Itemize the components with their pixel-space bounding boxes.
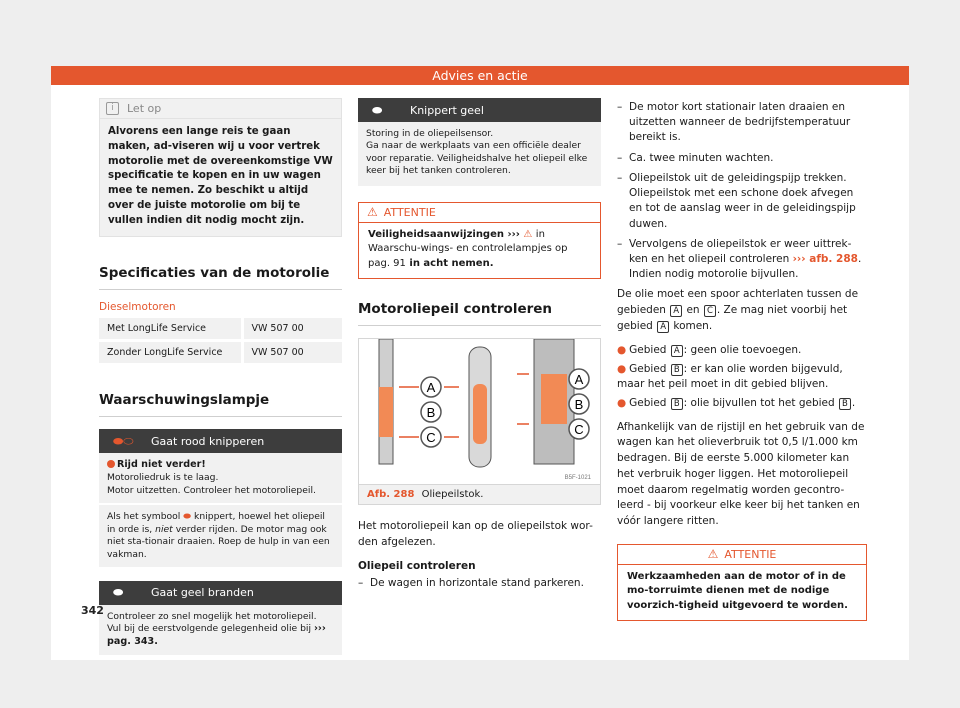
attention-part: in Waarschu-wings- en controlelampjes op pag. 91: [368, 228, 568, 269]
red-lamp-extra: [99, 505, 342, 569]
area-label-a: A: [670, 305, 682, 317]
trace-part: . Ze mag niet voorbij het gebied: [617, 304, 848, 332]
attention-part: Veiligheidsaanwijzingen: [368, 228, 504, 240]
bullet-text: : er kan olie worden bijgevuld, maar het peil moet in dit gebied blijven.: [617, 362, 843, 391]
figure-label-a: A: [426, 380, 436, 396]
yellow-lamp-text: [99, 605, 342, 657]
figure-label-a: A: [574, 372, 584, 388]
step-item: – Oliepeilstok uit de geleidingspijp trekken. Oliepeilstok met een schone doek afvegen en tot de aanslag weer in de geleidingspijp duwen.: [617, 171, 867, 232]
column-3: [617, 100, 867, 621]
check-title: Motoroliepeil controleren: [358, 301, 601, 326]
manual-page: [51, 66, 909, 660]
list-item: ● Gebied B : er kan olie worden bijgevuld, maar het peil moet in dit gebied blijven.: [617, 362, 843, 391]
figure-caption: [359, 484, 600, 504]
spec-value: VW 507 00: [242, 318, 342, 341]
yellow-lamp-line: Controleer zo snel mogelijk het motoroliepeil.: [107, 610, 317, 622]
column-1: [99, 98, 342, 657]
trace-part: en: [686, 304, 700, 317]
area-label-a: A: [671, 345, 683, 357]
trace-text: [617, 287, 867, 334]
attention-part[interactable]: ›››: [507, 228, 520, 240]
attention-text: Werkzaamheden aan de motor of in de mo-torruimte dienen met de nodige voorzich-tigheid uitgevoerd te worden.: [627, 570, 848, 611]
area-label-b: B: [671, 398, 683, 410]
list-item: ● Gebied A : geen olie toevoegen.: [617, 343, 802, 356]
warning-lamp-title: Waarschuwingslampje: [99, 392, 342, 417]
step-text: Ca. twee minuten wachten.: [629, 151, 774, 164]
oil-level-icon: ⬬: [372, 102, 383, 117]
area-label-c: C: [704, 305, 716, 317]
attention-part: in acht nemen.: [409, 257, 494, 269]
bullet-text: : olie bijvullen tot het gebied: [683, 397, 835, 410]
figure-label-b: B: [574, 397, 584, 413]
step-text: [629, 237, 867, 283]
extra-text: Als het symbool: [107, 511, 181, 523]
step-item: – De wagen in horizontale stand parkeren.: [358, 576, 601, 591]
trace-part: komen.: [673, 319, 713, 332]
extra-text: niet: [155, 523, 173, 535]
extra-text: verder rijden. De motor mag ook niet sta-tionair draaien. Roep de hulp in van een vakman.: [107, 523, 330, 560]
blink-line: Ga naar de werkplaats van een officiële dealer voor reparatie. Veiligheidshalve het oliepeil elke keer bij het tanken controleren.: [366, 140, 588, 177]
step-item: – Ca. twee minuten wachten.: [617, 151, 867, 166]
step-text: De motor kort stationair laten draaien en uitzetten wanneer de bedrijfstemperatuur bereikt is.: [629, 101, 851, 144]
page-ref-link[interactable]: ››› pag. 343.: [107, 623, 326, 648]
figure-caption-text: Oliepeilstok.: [421, 489, 484, 501]
attention-label: ATTENTIE: [383, 205, 436, 219]
attention-box: [358, 202, 601, 280]
red-lamp-line: Motoroliedruk is te laag.: [107, 472, 219, 484]
info-icon: i: [106, 102, 119, 115]
red-lamp-bar: [99, 429, 342, 453]
note-box: [99, 98, 342, 237]
warning-triangle-icon: ⚠: [367, 205, 378, 220]
red-lamp-line: Motor uitzetten. Controleer het motoroliepeil.: [107, 484, 316, 496]
blink-line: Storing in de oliepeilsensor.: [366, 128, 494, 139]
step-text: Oliepeilstok uit de geleidingspijp trekken. Oliepeilstok met een schone doek afvegen en tot de aanslag weer in de geleidingspijp duwen.: [629, 171, 856, 230]
step-part: . Indien nodig motorolie bijvullen.: [629, 252, 862, 281]
bullet-word: Gebied: [629, 362, 667, 375]
area-label-b: B: [839, 398, 851, 410]
bullet-word: Gebied: [629, 397, 667, 410]
consumption-text: Afhankelijk van de rijstijl en het gebruik van de wagen kan het olieverbruik tot 0,5 l/1.000 km bedragen. Bij de eerste 5.000 kilometer kan het verbruik hoger liggen. Het motoroliepeil moet daarom regelmatig worden gecontro-leerd - bij voorkeur elke keer bij het tanken en vóór langere ritten.: [617, 420, 865, 528]
dipstick-illustration: [359, 339, 600, 484]
bullet-text: : geen olie toevoegen.: [683, 343, 802, 356]
page-header: Advies en actie: [51, 66, 909, 85]
note-text: Alvorens een lange reis te gaan maken, ad-viseren wij u voor vertrek motorolie met de overeenkomstige VW specificatie te kopen en in uw wagen mee te nemen. Zo beschikt u altijd over de juiste motorolie om bij te vullen indien dit nodig mocht zijn.: [108, 126, 333, 226]
table-row: [99, 318, 342, 341]
figure-code: B5F-1021: [564, 475, 591, 482]
step-text: De wagen in horizontale stand parkeren.: [370, 577, 584, 590]
attention-box: [617, 544, 867, 622]
extra-text: knippert, hoewel het oliepeil in orde is,: [107, 511, 325, 535]
spec-label: Met LongLife Service: [99, 318, 242, 341]
check-intro: Het motoroliepeil kan op de oliepeilstok wor-den afgelezen.: [358, 520, 593, 548]
figure-ref-link[interactable]: ››› afb. 288: [792, 252, 858, 265]
attention-header: [618, 545, 866, 565]
warning-triangle-icon: ⚠: [523, 228, 533, 240]
column-2: [358, 98, 601, 597]
attention-label: ATTENTIE: [724, 547, 777, 561]
figure-label-c: C: [574, 422, 584, 438]
stop-icon: [107, 460, 115, 468]
spec-title: Specificaties van de motorolie: [99, 265, 342, 290]
note-label: Let op: [127, 102, 162, 115]
page-number: 342: [81, 604, 104, 617]
area-label-b: B: [671, 364, 683, 376]
bullet-word: Gebied: [629, 343, 667, 356]
attention-header: [359, 203, 600, 223]
oil-can-icon: ⬬⬭: [113, 433, 134, 448]
spec-table: [99, 318, 342, 366]
area-list: [617, 343, 867, 412]
warning-triangle-icon: ⚠: [707, 547, 719, 562]
note-header: [100, 99, 341, 119]
blink-yellow-bar: [358, 98, 601, 122]
red-lamp-label: Gaat rood knipperen: [151, 434, 265, 448]
yellow-lamp-label: Gaat geel branden: [151, 586, 254, 600]
oil-level-icon: ⬬: [113, 585, 124, 600]
figure-label-b: B: [426, 405, 436, 421]
figure-label-c: C: [426, 430, 436, 446]
spec-value: VW 507 00: [242, 341, 342, 365]
oil-can-icon: ⬬: [183, 511, 192, 523]
area-label-a: A: [657, 321, 669, 333]
step-part: Vervolgens de oliepeilstok er weer uittrek-ken en het oliepeil controleren: [629, 237, 852, 265]
attention-text: [359, 223, 600, 279]
figure-288: [358, 338, 601, 505]
check-subhead: Oliepeil controleren: [358, 559, 476, 572]
blink-yellow-label: Knippert geel: [410, 103, 484, 117]
red-lamp-head: Rijd niet verder!: [117, 459, 206, 471]
blink-yellow-text: [358, 122, 601, 188]
step-item: – Vervolgens de oliepeilstok er weer uittrek-ken en het oliepeil controleren ››› afb. 288. Indien nodig motorolie bijvullen.: [617, 237, 867, 283]
dipstick-drawing: [359, 339, 600, 484]
red-lamp-text: [99, 453, 342, 505]
yellow-lamp-line: Vul bij de eerstvolgende gelegenheid olie bij: [107, 623, 312, 635]
trace-part: De olie moet een spoor achterlaten tussen de gebieden: [617, 288, 859, 317]
figure-number: Afb. 288: [367, 489, 415, 501]
list-item: ● Gebied B : olie bijvullen tot het gebied B .: [617, 397, 856, 410]
spec-label: Zonder LongLife Service: [99, 341, 242, 365]
spec-subtitle: Dieselmotoren: [99, 301, 176, 314]
step-item: – De motor kort stationair laten draaien en uitzetten wanneer de bedrijfstemperatuur bereikt is.: [617, 100, 867, 146]
table-row: [99, 341, 342, 365]
yellow-lamp-bar: [99, 581, 342, 605]
